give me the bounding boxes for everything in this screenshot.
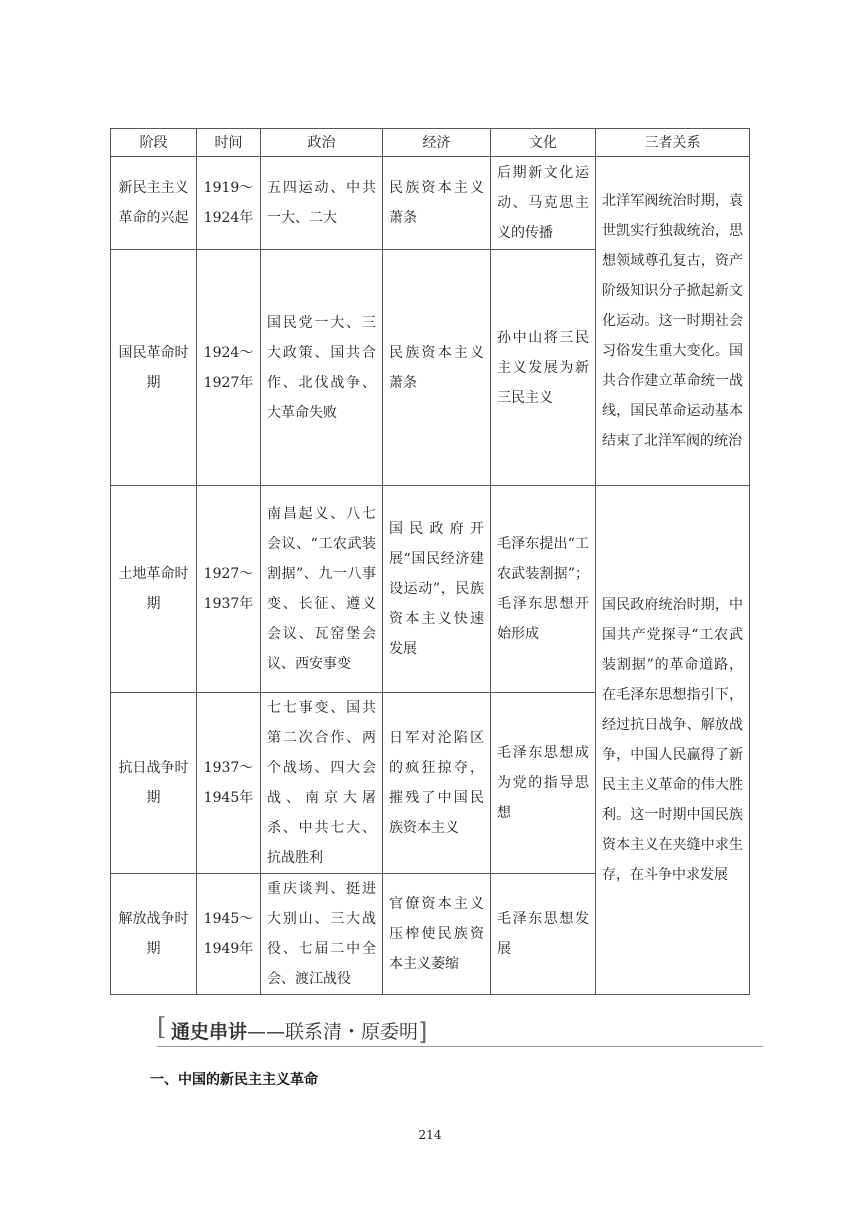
culture-cell: 毛泽东思想成为党的指导思想: [491, 693, 596, 874]
politics-cell: 七七事变、国共第二次合作、两个战场、四大会战、南京大屠杀、中共七大、抗战胜利: [261, 693, 383, 874]
header-economy: 经济: [383, 129, 491, 157]
history-table: [110, 128, 750, 995]
time-cell: 1945～1949年: [197, 874, 261, 995]
economy-cell: 民族资本主义萧条: [383, 250, 491, 486]
politics-cell: 国民党一大、三大政策、国共合作、北伐战争、大革命失败: [261, 250, 383, 486]
page-number: 214: [418, 1128, 442, 1142]
header-culture: 文化: [491, 129, 596, 157]
time-cell: 1924～1927年: [197, 250, 261, 486]
economy-cell: 日军对沦陷区的疯狂掠夺，摧残了中国民族资本主义: [383, 693, 491, 874]
culture-cell: 毛泽东思想发展: [491, 874, 596, 995]
header-time: 时间: [197, 129, 261, 157]
politics-cell: 重庆谈判、挺进大别山、三大战役、七届二中全会、渡江战役: [261, 874, 383, 995]
culture-cell: 孙中山将三民主义发展为新三民主义: [491, 250, 596, 486]
economy-cell: 国民政府开展“国民经济建设运动”，民族资本主义快速发展: [383, 486, 491, 693]
left-bracket: [: [157, 1013, 167, 1041]
header-politics: 政治: [261, 129, 383, 157]
header-relations: 三者关系: [596, 129, 750, 157]
header-stage: 阶段: [111, 129, 197, 157]
politics-cell: 南昌起义、八七会议、“工农武装割据”、九一八事变、长征、遵义会议、瓦窑堡会议、西安事变: [261, 486, 383, 693]
section-title-bold: 通史串讲: [171, 1021, 248, 1043]
stage-cell: 新民主主义革命的兴起: [111, 157, 197, 250]
culture-cell: 后期新文化运动、马克思主义的传播: [491, 157, 596, 250]
economy-cell: 民族资本主义萧条: [383, 157, 491, 250]
politics-cell: 五四运动、中共一大、二大: [261, 157, 383, 250]
right-bracket: ]: [418, 1018, 428, 1046]
stage-cell: 解放战争时期: [111, 874, 197, 995]
culture-cell: 毛泽东提出“工农武装割据”；毛泽东思想开始形成: [491, 486, 596, 693]
table-header-row: [111, 129, 750, 157]
time-cell: 1937～1945年: [197, 693, 261, 874]
economy-cell: 官僚资本主义压榨使民族资本主义萎缩: [383, 874, 491, 995]
section-title: [171, 1016, 427, 1044]
time-cell: 1919～1924年: [197, 157, 261, 250]
table-row: [111, 157, 750, 250]
stage-cell: 抗日战争时期: [111, 693, 197, 874]
relations-cell: 北洋军阀统治时期，袁世凯实行独裁统治，思想领域尊孔复古，资产阶级知识分子掀起新文化运动。这一时期社会习俗发生重大变化。国共合作建立革命统一战线，国民革命运动基本结束了北洋军阀的统治: [596, 157, 750, 486]
stage-cell: 土地革命时期: [111, 486, 197, 693]
subheading: 一、中国的新民主主义革命: [150, 1072, 318, 1088]
stage-cell: 国民革命时期: [111, 250, 197, 486]
section-header: [157, 1014, 763, 1047]
table-row: [111, 486, 750, 693]
relations-cell: 国民政府统治时期，中国共产党探寻“工农武装割据”的革命道路，在毛泽东思想指引下，经过抗日战争、解放战争，中国人民赢得了新民主主义革命的伟大胜利。这一时期中国民族资本主义在夹缝中求生存，在斗争中求发展: [596, 486, 750, 995]
time-cell: 1927～1937年: [197, 486, 261, 693]
section-title-rest: ——联系清・原委明: [247, 1021, 419, 1043]
